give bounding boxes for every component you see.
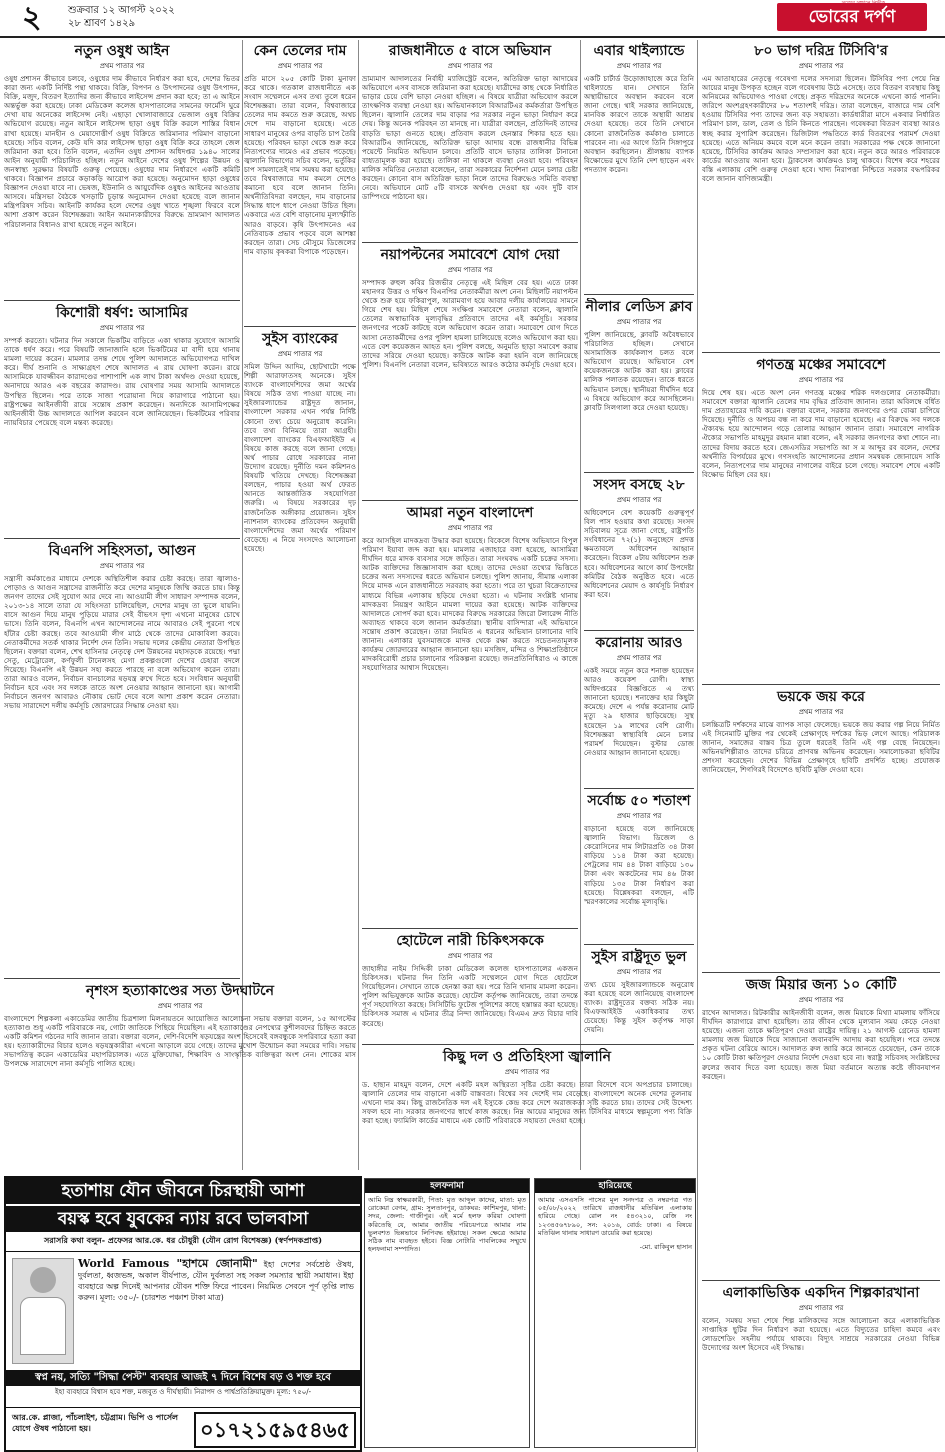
article-byline: প্রথম পাতার পর	[798, 62, 844, 70]
article-byline: প্রথম পাতার পর	[504, 1068, 550, 1076]
article-body: বাড়ানো হয়েছে বলে জানিয়েছে জ্বালানি বিভাগ। ডিজেল ও কেরোসিনের দাম লিটারপ্রতি ৩৪ টাকা বাড়িয়ে ১১৪ টাকা করা হয়েছে। পেট্রলের দাম ৪৪ টাকা বাড়িয়ে ১৩০ টাকা এবং অকটেনের দাম ৪৬ টাকা বাড়িয়ে ১৩৫ টাকা নির্ধারণ করা হয়েছে। বিশ্লেষকরা বলছেন, এটি স্মরণকালের সর্বোচ্চ মূল্যবৃদ্ধি।	[584, 824, 694, 906]
article-body: পুলিশ জানিয়েছে, ক্লাবটি অবৈধভাবে পরিচালিত হচ্ছিল। সেখানে অসামাজিক কার্যকলাপ চলত বলে অভিযোগ রয়েছে। অভিযানে বেশ কয়েকজনকে আটক করা হয়। ক্লাবের মালিক পলাতক রয়েছেন। তাকে ধরতে অভিযান চলছে। স্থানীয়রা দীর্ঘদিন ধরে এ বিষয়ে অভিযোগ করে আসছিলেন। ক্লাবটি সিলগালা করে দেওয়া হয়েছে।	[584, 330, 694, 412]
article-byline: প্রথম পাতার পর	[277, 62, 323, 70]
article-headline: সুইস রাষ্ট্রদূত ভুল	[591, 949, 687, 965]
article-headline: জজ মিয়ার জন্য ১০ কোটি	[745, 977, 897, 993]
article-body: সন্ত্রাসী কর্মকাণ্ডের মাধ্যমে দেশকে অস্থিতিশীল করার চেষ্টা করছে। তারা জ্বালাও-পোড়াও ও আগুন সন্ত্রাসের রাজনীতি করে দেশের মানুষকে জিম্মি করতে চায়। কিন্তু জনগণ তাদের সেই সুযোগ আর দেবে না। আওয়ামী লীগ সাধারণ সম্পাদক বলেন, ২০১৩-১৪ সালে তারা যে সহিংসতা চালিয়েছিল, দেশের মানুষ তা ভুলে যায়নি। বাসে আগুন দিয়ে মানুষ পুড়িয়ে মারার সেই বীভৎস দৃশ্য এখনো মানুষের চোখে ভাসে। তিনি বলেন, বিএনপি এখন আন্দোলনের নামে আবারও সেই পুরনো পথে হাঁটার চেষ্টা করছে। তবে আওয়ামী লীগ মাঠে থেকে তাদের মোকাবিলা করবে। নেতাকর্মীদের সতর্ক থাকার নির্দেশ দেন তিনি। সভায় দলের কেন্দ্রীয় নেতারা উপস্থিত ছিলেন। বক্তারা বলেন, শেখ হাসিনার নেতৃত্বে দেশ উন্নয়নের মহাসড়কে রয়েছে। পদ্মা সেতু, মেট্রোরেল, কর্ণফুলী টানেলসহ মেগা প্রকল্পগুলো দেশের চেহারা বদলে দিয়েছে। বিএনপি এই উন্নয়ন সহ্য করতে পারছে না বলে অভিযোগ করেন তারা। তারা আরও বলেন, নির্বাচন বানচালের ষড়যন্ত্র রুখে দিতে হবে। সংবিধান অনুযায়ী নির্বাচন হবে এবং সব দলকে তাতে অংশ নেওয়ার আহ্বান জানানো হয়। আগামী নির্বাচনে জনগণ আবারও নৌকায় ভোট দেবে বলে আশা প্রকাশ করেন নেতারা। সভায় সারাদেশে দলীয় কর্মসূচি জোরদারের সিদ্ধান্ত নেওয়া হয়।	[4, 574, 240, 711]
article-body: এম আতাহারের নেতৃত্বে গবেষণা দলের সদস্যরা ছিলেন। টিসিবির পণ্য পেয়ে নিম্ন আয়ের মানুষ উপকৃত হচ্ছেন বলে গবেষণায় উঠে এসেছে। তবে বিতরণ ব্যবস্থায় কিছু অনিয়মের অভিযোগও পাওয়া গেছে। প্রকৃত দরিদ্রদের অনেকে এখনো কার্ড পাননি। জরিপে অংশগ্রহণকারীদের ৮০ শতাংশই দরিদ্র। তারা বলেছেন, বাজারে দাম বেশি হওয়ায় টিসিবির পণ্য তাদের জন্য বড় সহায়তা। কার্ডধারীরা মাসে একবার নির্ধারিত পরিমাণ চাল, ডাল, তেল ও চিনি কিনতে পারছেন। গবেষকরা বিতরণ ব্যবস্থা আরও স্বচ্ছ করার সুপারিশ করেছেন। ডিজিটাল পদ্ধতিতে কার্ড বিতরণের পরামর্শ দেওয়া হয়েছে। এতে অনিয়ম কমবে বলে মনে করেন তারা। সরকারের পক্ষ থেকে জানানো হয়েছে, টিসিবির কার্যক্রম আরও সম্প্রসারণ করা হবে। নতুন করে আরও পরিবারকে কার্ডের আওতায় আনা হবে। ট্রাকসেল কার্যক্রমও চালু থাকবে। বিশেষ করে শহরের বস্তি এলাকায় বেশি গুরুত্ব দেওয়া হবে। খাদ্য নিরাপত্তা নিশ্চিতে সরকার বদ্ধপরিকর বলে জানান বাণিজ্যমন্ত্রী।	[702, 74, 940, 184]
article-medicine-law[interactable]	[4, 42, 240, 298]
article-body: ড. হাছান মাহমুদ বলেন, দেশে একটি মহল অস্থিরতা সৃষ্টির চেষ্টা করছে। তারা বিদেশে বসে অপপ্রচার চালাচ্ছে। জ্বালানি তেলের দাম বাড়ানো একটি বাস্তবতা। বিশ্বের সব দেশেই দাম বেড়েছে। বাংলাদেশে অনেক দেশের তুলনায় এখনো দাম কম। কিছু রাজনৈতিক দল এই ইস্যুকে কেন্দ্র করে দেশে অরাজকতা সৃষ্টি করতে চায়। তাদের সেই উদ্দেশ্য সফল হবে না। সরকার জনগণের স্বার্থে কাজ করছে। নিম্ন আয়ের মানুষের জন্য টিসিবির মাধ্যমে স্বল্পমূল্যে পণ্য বিক্রি করা হচ্ছে। ফ্যামিলি কার্ডের মাধ্যমে এক কোটি পরিবারকে সহায়তা দেওয়া হচ্ছে।	[362, 1080, 692, 1126]
article-byline: প্রথম পাতার পর	[798, 376, 844, 384]
article-body: সম্পাদক রুহুল কবির রিজভীর নেতৃত্বে এই মিছিল বের হয়। এতে ঢাকা মহানগর উত্তর ও দক্ষিণ বিএনপির নেতাকর্মীরা অংশ নেন। মিছিলটি নয়াপল্টন থেকে শুরু হয়ে ফকিরাপুল, আরামবাগ হয়ে আবার দলীয় কার্যালয়ের সামনে গিয়ে শেষ হয়। মিছিল শেষে সংক্ষিপ্ত সমাবেশে নেতারা বলেন, জ্বালানি তেলের অস্বাভাবিক মূল্যবৃদ্ধির প্রতিবাদে তাদের এই কর্মসূচি। সরকার জনগণের পকেট কাটছে বলে অভিযোগ করেন তারা। সমাবেশে যোগ দিতে আসা নেতাকর্মীদের ওপর পুলিশ হামলা চালিয়েছে বলেও অভিযোগ করা হয়। এতে বেশ কয়েকজন আহত হন। পুলিশ বলছে, অনুমতি ছাড়া সমাবেশ করায় তাদের সরিয়ে দেওয়া হয়েছে। কাউকে আটক করা হয়নি বলে জানিয়েছে পুলিশ। বিএনপি নেতারা বলেন, ভবিষ্যতে আরও কঠোর কর্মসূচি দেওয়া হবে।	[362, 278, 578, 369]
section-rule	[702, 684, 940, 685]
article-new-bangladesh[interactable]	[362, 504, 578, 924]
page-header	[0, 0, 945, 38]
ad-product-text: ইহা দেশের সর্বশ্রেষ্ঠ ঔষধ, দুর্বলতা, ধ্বজভঙ্গ, অকাল বীর্যপাত, যৌন দুর্বলতা সহ সকল সমস্যার স্থায়ী সমাধান। ইহা ব্যবহারে অল্প দিনেই আপনার যৌবন শক্তি ফিরে পাবেন। নিয়মিত সেবনে পূর্ণ তৃপ্তি লাভ করুন। মূল্য: ৩৫০/- (চারশত পঞ্চাশ টাকা মাত্র)	[78, 1260, 355, 1302]
section-rule	[584, 294, 694, 295]
article-body: চলচ্চিত্রটি দর্শকদের মাঝে ব্যাপক সাড়া ফেলেছে। ভয়কে জয় করার গল্প নিয়ে নির্মিত এই সিনেমাটি মুক্তির পর থেকেই প্রেক্ষাগৃহে দর্শকের ভিড় লেগে আছে। পরিচালক জানান, সমাজের বাস্তব চিত্র তুলে ধরতেই তিনি এই গল্প বেছে নিয়েছেন। অভিনয়শিল্পীরাও তাদের চরিত্রে প্রাণবন্ত অভিনয় করেছেন। সমালোচকরা ছবিটির প্রশংসা করেছেন। দেশের বিভিন্ন প্রেক্ষাগৃহে ছবিটি প্রদর্শিত হচ্ছে। প্রযোজক জানিয়েছেন, শিগগিরই বিদেশেও ছবিটি মুক্তি দেওয়া হবে।	[702, 720, 940, 775]
article-naya-paltan[interactable]	[362, 246, 578, 496]
article-swiss-envoy[interactable]	[584, 948, 694, 1040]
section-rule	[584, 788, 694, 789]
doctor-head-icon	[30, 1267, 56, 1293]
article-hotel-doctor[interactable]	[362, 932, 578, 1040]
article-byline: প্রথম পাতার পর	[616, 968, 662, 976]
article-fear-victory[interactable]	[702, 688, 940, 968]
article-murder-truth[interactable]	[4, 982, 356, 1170]
ad-note: ইহা ব্যবহারে বিশ্বাস হবে শক্ত, মজবুত ও দীর্ঘস্থায়ী। নিরাপদ ও পার্শ্বপ্রতিক্রিয়ামুক্ত। মূল্য: ৭৫০/-	[54, 1388, 312, 1396]
date-bangla: ২৮ শ্রাবণ ১৪২৯	[68, 18, 136, 29]
article-bnp-violence[interactable]	[4, 542, 240, 974]
article-byline: প্রথম পাতার পর	[447, 62, 493, 70]
ad-product-name: World Famous "হাশমে জোনামী"	[78, 1257, 258, 1270]
article-headline: এবার থাইল্যান্ডে	[593, 43, 685, 59]
ad-subline: সরাসরি কথা বলুন- প্রফেসর আর.কে. ধর চৌধুরী (যৌন রোগ বিশেষজ্ঞ) (স্বর্ণপদকপ্রাপ্ত)	[6, 1232, 360, 1252]
article-byline: প্রথম পাতার পর	[277, 350, 323, 358]
article-body: বাংলাদেশে শিল্পকলা একাডেমির জাতীয় চিত্রশালা মিলনায়তনে আয়োজিত আলোচনা সভায় বক্তারা বলেন, ১৫ আগস্টের হত্যাকাণ্ড শুধু একটি পরিবারকে নয়, গোটা জাতিকে পিছিয়ে দিয়েছিল। এই হত্যাকাণ্ডের নেপথ্যের কুশীলবদের চিহ্নিত করতে একটি কমিশন গঠনের দাবি জানান তারা। বক্তারা বলেন, দেশি-বিদেশি ষড়যন্ত্রের অংশ হিসেবেই বঙ্গবন্ধুকে সপরিবারে হত্যা করা হয়। হত্যাকারীদের বিচার হলেও ষড়যন্ত্রকারীরা এখনো আড়ালে রয়ে গেছে। তাদের মুখোশ উন্মোচন করা সময়ের দাবি। সভায় সভাপতিত্ব করেন একাডেমির মহাপরিচালক। এতে মুক্তিযোদ্ধা, শিক্ষাবিদ ও সাংস্কৃতিক ব্যক্তিত্বরা অংশ নেন। শোকের মাস উপলক্ষে সারাদেশে নানা কর্মসূচি পালিত হচ্ছে।	[4, 1014, 356, 1069]
article-headline: করোনায় আরও	[595, 635, 683, 651]
lost-title: হারিয়েছে	[535, 1179, 695, 1193]
article-byline: প্রথম পাতার পর	[157, 1002, 203, 1010]
article-headline: নয়াপল্টনের সমাবেশে যোগ দেয়া	[380, 247, 560, 263]
article-body: ওষুধ প্রশাসন কীভাবে চলবে, ওষুধের দাম কীভাবে নির্ধারণ করা হবে, দেশের ভিতর কারা জন্য একটি নির্দিষ্ট পন্থা থাকবে। বিক্রি, বিপণন ও উৎপাদনের ওষুধ উৎপাদন, বিক্রি, মজুদ, বিতরণ ইত্যাদির জন্য কীভাবে লাইসেন্স প্রদান করা হবে; তা এ আইনে অন্তর্ভুক্ত করা হয়েছে। ঢাকা মেডিকেল কলেজ হাসপাতালের সামনের ফার্মেসি ঘুরে দেখা যায় অনেকের লাইসেন্স নেই। এছাড়া খোলাবাজারে ভেজাল ওষুধ বিক্রির অভিযোগ রয়েছে। নতুন আইনে লাইসেন্স ছাড়া ওষুধ বিক্রি করলে শাস্তির বিধান রাখা হয়েছে। মানহীন ও মেয়াদোত্তীর্ণ ওষুধ বিক্রিতে জরিমানার পরিমাণ বাড়ানো হয়েছে। সচিব বলেন, কেউ যদি কার লাইসেন্স ছাড়া ওষুধ বিক্রি করে তাহলে জেল জরিমানা করা হবে। তিনি বলেন, এতদিন ওষুধ প্রশাসন অধিদপ্তর ১৯৪০ সালের আইন অনুযায়ী পরিচালিত হচ্ছিল। নতুন আইনে দেশের ওষুধ শিল্পের উন্নয়ন ও জনস্বাস্থ্য সুরক্ষার বিষয়টি গুরুত্ব পেয়েছে। ওষুধের দাম নির্ধারণে একটি কমিটি থাকবে। বিজ্ঞাপন প্রচারে কড়াকড়ি আরোপ করা হয়েছে। অনুমোদন ছাড়া ওষুধের বিজ্ঞাপন দেওয়া যাবে না। ভেষজ, ইউনানি ও আয়ুর্বেদিক ওষুধও আইনের আওতায় আসবে। মন্ত্রিসভা বৈঠকে খসড়াটি চূড়ান্ত অনুমোদন দেওয়া হয়েছে বলে জানান মন্ত্রিপরিষদ সচিব। আইনটি কার্যকর হলে দেশের ওষুধ খাতে শৃঙ্খলা ফিরবে বলে আশা প্রকাশ করেন বিশেষজ্ঞরা। আইন অমান্যকারীদের বিরুদ্ধে ভ্রাম্যমাণ আদালত পরিচালনার বিধানও রাখা হয়েছে নতুন আইনে।	[4, 74, 240, 229]
section-rule	[362, 928, 578, 929]
section-rule	[4, 538, 240, 539]
article-byline: প্রথম পাতার পর	[616, 812, 662, 820]
article-byline: প্রথম পাতার পর	[616, 654, 662, 662]
article-body: বলেন, সমন্বয় সভা শেষে শিল্প মালিকদের সঙ্গে আলোচনা করে এলাকাভিত্তিক সাপ্তাহিক ছুটির দিন নির্ধারণ করা হয়েছে। এতে বিদ্যুতের চাহিদা কমবে এবং লোডশেডিং সহনীয় পর্যায়ে থাকবে। বিদ্যুৎ সাশ্রয়ে সরকারের নেওয়া বিভিন্ন উদ্যোগের অংশ হিসেবে এই সিদ্ধান্ত।	[702, 1316, 940, 1353]
section-rule	[584, 630, 694, 631]
article-nilar-club[interactable]	[584, 298, 694, 468]
article-oil-price[interactable]	[244, 42, 356, 322]
article-headline: রাজধানীতে ৫ বাসে অভিযান	[388, 43, 552, 59]
article-corona[interactable]	[584, 634, 694, 784]
article-party-retaliation[interactable]	[362, 1048, 692, 1172]
article-bus-drive[interactable]	[362, 42, 578, 238]
article-headline: সুইস ব্যাংকের	[262, 331, 338, 347]
advertisement[interactable]	[4, 1176, 362, 1452]
article-highest-50[interactable]	[584, 792, 694, 940]
article-headline: কেন তেলের দাম	[253, 43, 347, 59]
article-byline: প্রথম পাতার পর	[798, 996, 844, 1004]
article-body: করে আসছিল মাদকদ্রব্য উদ্ধার করা হয়েছে। বিকেলে বিশেষ অভিযানে বিপুল পরিমাণ ইয়াবা জব্দ করা হয়। মামলার এজাহারে বলা হয়েছে, আসামিরা দীর্ঘদিন ধরে মাদক ব্যবসার সঙ্গে জড়িত। তারা সংঘবদ্ধ একটি চক্রের সদস্য। আটক ব্যক্তিদের জিজ্ঞাসাবাদ করা হচ্ছে। তাদের দেওয়া তথ্যের ভিত্তিতে চক্রের অন্য সদস্যদের ধরতে অভিযান চলছে। পুলিশ জানায়, সীমান্ত এলাকা দিয়ে মাদক এনে রাজধানীতে সরবরাহ করা হতো। পরে তা খুচরা বিক্রেতাদের মাধ্যমে বিভিন্ন এলাকায় ছড়িয়ে দেওয়া হতো। এ ঘটনায় সংশ্লিষ্ট থানায় মাদকদ্রব্য নিয়ন্ত্রণ আইনে মামলা দায়ের করা হয়েছে। আটক ব্যক্তিদের আদালতে সোপর্দ করা হবে। মাদকের বিরুদ্ধে সরকারের জিরো টলারেন্স নীতি অব্যাহত থাকবে বলে জানান কর্মকর্তারা। স্থানীয় বাসিন্দারা এই অভিযানে সন্তোষ প্রকাশ করেছেন। তারা নিয়মিত এ ধরনের অভিযান চালানোর দাবি জানান। এলাকার যুবসমাজকে মাদক থেকে রক্ষা করতে সচেতনতামূলক কার্যক্রম জোরদারের আহ্বান জানানো হয়। মসজিদ, মন্দির ও শিক্ষাপ্রতিষ্ঠানে মাদকবিরোধী প্রচার চালানোর পরিকল্পনা রয়েছে। জনপ্রতিনিধিরাও এ কাজে সহযোগিতার আশ্বাস দিয়েছেন।	[362, 536, 578, 673]
article-headline: হোটেলে নারী চিকিৎসককে	[396, 933, 544, 949]
article-rape-accused[interactable]	[4, 304, 240, 534]
ad-description	[78, 1258, 354, 1303]
section-rule	[702, 1280, 940, 1281]
article-headline: ৮০ ভাগ দরিদ্র টিসিবি'র	[754, 43, 888, 59]
article-byline: প্রথম পাতার পর	[798, 708, 844, 716]
article-headline: সংসদ বসছে ২৮	[593, 477, 685, 493]
article-gana-mancha[interactable]	[702, 356, 940, 680]
article-body: দিয়ে শেষ হয়। এতে অংশ নেন গণতন্ত্র মঞ্চের শরিক দলগুলোর নেতাকর্মীরা। সমাবেশে বক্তারা জ্বালানি তেলের দাম বৃদ্ধির প্রতিবাদ জানান। তারা অবিলম্বে বর্ধিত দাম প্রত্যাহারের দাবি করেন। বক্তারা বলেন, সরকার জনগণের ওপর বোঝা চাপিয়ে দিয়েছে। দুর্নীতি ও অপচয় বন্ধ না করে দাম বাড়ানো হয়েছে। এর বিরুদ্ধে সব দলকে ঐক্যবদ্ধ হয়ে আন্দোলন গড়ে তোলার আহ্বান জানান তারা। সমাবেশে নাগরিক ঐক্যের সভাপতি মাহমুদুর রহমান মান্না বলেন, এই সরকার জনগণের কথা শোনে না। তাদের বিদায় করতে হবে। জেএসডির সভাপতি আ স ম আব্দুর রব বলেন, দেশের অর্থনীতি বিপর্যয়ের মুখে। গণসংহতি আন্দোলনের প্রধান সমন্বয়ক জোনায়েদ সাকি বলেন, নিত্যপণ্যের দাম মানুষের নাগালের বাইরে চলে গেছে। সমাবেশ শেষে একটি বিক্ষোভ মিছিল বের হয়।	[702, 388, 940, 479]
article-body: জাহাঙ্গীর নাইম সিদ্দিকী ঢাকা মেডিকেল কলেজ হাসপাতালের একজন চিকিৎসক। ঘটনার দিন তিনি একটি সম্মেলনে যোগ দিতে হোটেলে গিয়েছিলেন। সেখানে তাকে হেনস্তা করা হয়। পরে তিনি থানায় মামলা করেন। পুলিশ অভিযুক্তকে আটক করেছে। হোটেল কর্তৃপক্ষ জানিয়েছে, তারা তদন্তে পূর্ণ সহযোগিতা করছে। সিসিটিভি ফুটেজ পুলিশের কাছে হস্তান্তর করা হয়েছে। চিকিৎসক সমাজ এ ঘটনার তীব্র নিন্দা জানিয়েছে। বিএমএ দ্রুত বিচার দাবি করেছে।	[362, 964, 578, 1028]
ad-headline: হতাশায় যৌন জীবনে চিরস্থায়ী আশা	[6, 1178, 360, 1204]
doctor-coat-icon	[20, 1297, 66, 1355]
article-byline: প্রথম পাতার পর	[798, 1304, 844, 1312]
article-headline: গণতন্ত্র মঞ্চের সমাবেশে	[756, 357, 886, 373]
article-byline: প্রথম পাতার পর	[99, 324, 145, 332]
article-headline: সর্বোচ্চ ৫০ শতাংশ	[587, 793, 691, 809]
article-headline: নৃশংস হত্যাকাণ্ডের সত্য উদঘাটনে	[86, 983, 274, 999]
doctor-photo	[12, 1258, 74, 1364]
date-gregorian: শুক্রবার ১২ আগস্ট ২০২২	[68, 5, 175, 16]
column-divider	[697, 40, 698, 1452]
article-body: প্রতি মাসে ২০৫ কোটি টাকা মুনাফা করে থাকে। গতকাল রাজধানীতে এক সংবাদ সম্মেলনে এসব তথ্য তুলে ধরেন বিশেষজ্ঞরা। তারা বলেন, বিশ্ববাজারে তেলের দাম কমতে শুরু করেছে, অথচ দেশে দাম বাড়ানো হয়েছে। এতে সাধারণ মানুষের ওপর বাড়তি চাপ তৈরি হয়েছে। পরিবহন ভাড়া থেকে শুরু করে নিত্যপণ্যের দামেও এর প্রভাব পড়েছে। জ্বালানি বিভাগের সচিব বলেন, ভর্তুকির চাপ সামলাতেই দাম সমন্বয় করা হয়েছে। তবে বিশ্ববাজারে দাম কমলে দেশেও কমানো হবে বলে জানান তিনি। অর্থনীতিবিদরা বলছেন, দাম বাড়ানোর সিদ্ধান্ত ধাপে ধাপে নেওয়া উচিত ছিল। একবারে এত বেশি বাড়ানোয় মূল্যস্ফীতি আরও বাড়বে। কৃষি উৎপাদনেও এর নেতিবাচক প্রভাব পড়বে বলে আশঙ্কা করছেন তারা। সেচ মৌসুমে ডিজেলের দাম বাড়ায় কৃষকরা বিপাকে পড়েছেন।	[244, 74, 356, 256]
section-rule	[702, 352, 940, 353]
article-body: একটি চার্টার্ড উড়োজাহাজে করে তিনি থাইল্যান্ডে যান। সেখানে তিনি অস্থায়ীভাবে অবস্থান করবেন বলে জানা গেছে। থাই সরকার জানিয়েছে, মানবিক কারণে তাকে অস্থায়ী আশ্রয় দেওয়া হয়েছে। তবে তিনি সেখানে কোনো রাজনৈতিক কর্মকাণ্ড চালাতে পারবেন না। এর আগে তিনি সিঙ্গাপুরে অবস্থান করছিলেন। শ্রীলঙ্কায় ব্যাপক বিক্ষোভের মুখে তিনি দেশ ছাড়েন এবং পদত্যাগ করেন।	[584, 74, 694, 174]
notice-title: হলফনামা	[365, 1179, 529, 1193]
date-block	[68, 4, 175, 30]
lost-notice	[534, 1178, 696, 1448]
article-tcb-80[interactable]	[702, 42, 940, 348]
article-byline: প্রথম পাতার পর	[447, 952, 493, 960]
article-byline: প্রথম পাতার পর	[99, 62, 145, 70]
column-divider	[580, 40, 581, 1170]
ad-contact	[6, 1407, 360, 1450]
article-byline: প্রথম পাতার পর	[616, 496, 662, 504]
section-rule	[244, 326, 356, 327]
article-byline: প্রথম পাতার পর	[616, 62, 662, 70]
article-headline: নতুন ওষুধ আইন	[74, 43, 170, 59]
section-rule	[362, 242, 578, 243]
article-body: একই সময়ে নতুন করে শনাক্ত হয়েছেন আরও কয়েকশ রোগী। স্বাস্থ্য অধিদপ্তরের বিজ্ঞপ্তিতে এ তথ্য জানানো হয়েছে। শনাক্তের হার কিছুটা কমেছে। দেশে এ পর্যন্ত করোনায় মোট মৃত্যু ২৯ হাজার ছাড়িয়েছে। সুস্থ হয়েছেন ১৯ লাখের বেশি রোগী। বিশেষজ্ঞরা স্বাস্থ্যবিধি মেনে চলার পরামর্শ দিয়েছেন। বুস্টার ডোজ নেওয়ার আহ্বান জানানো হয়েছে।	[584, 666, 694, 757]
article-byline: প্রথম পাতার পর	[99, 562, 145, 570]
article-body: তথ্য চেয়ে সুইজারল্যান্ডকে অনুরোধ করা হয়েছে বলে জানিয়েছে বাংলাদেশ ব্যাংক। রাষ্ট্রদূতের বক্তব্য সঠিক নয়। বিএফআইইউ একাধিকবার তথ্য চেয়েছে। কিন্তু সুইস কর্তৃপক্ষ সাড়া দেয়নি।	[584, 980, 694, 1035]
article-parliament[interactable]	[584, 476, 694, 626]
article-byline: প্রথম পাতার পর	[447, 524, 493, 532]
ad-address: আর.কে. প্লাজা, পাঁচলাইশ, চট্টগ্রাম। ভিপি ও পার্সেল যোগে ঔষধ পাঠানো হয়।	[12, 1412, 178, 1433]
ad-body	[6, 1252, 360, 1370]
notice-text: আমি নিম্ন স্বাক্ষরকারী, পিতা: মৃত আব্দুল কাদের, মাতা: মৃত রোকেয়া বেগম, গ্রাম: সুলতানপুর, ডাকঘর: কাশিমপুর, থানা: সদর, জেলা: গাজীপুর। এই মর্মে হলফ করিয়া ঘোষণা করিতেছি যে, আমার জাতীয় পরিচয়পত্রে আমার নাম ভুলবশত ভিন্নভাবে লিপিবদ্ধ হইয়াছে। সকল ক্ষেত্রে আমার সঠিক নাম ব্যবহৃত হইবে। বিজ্ঞ নোটারি পাবলিকের সম্মুখে হলফনামা সম্পাদিত।	[368, 1196, 526, 1254]
article-headline: কিছু দল ও প্রতিহিংসা জ্বালানি	[442, 1049, 612, 1065]
section-rule	[4, 978, 240, 979]
section-rule	[702, 972, 940, 973]
article-headline: ভয়কে জয় করে	[777, 689, 865, 705]
article-body: সমিল উদ্দিন আদিম, ছোটখাটো পক্ষে শিল্পী আরাফাতসহ অনেকে। সুইস ব্যাংকে বাংলাদেশিদের জমা অর্থের বিষয়ে সঠিক তথ্য পাওয়া যাচ্ছে না। সুইজারল্যান্ডের রাষ্ট্রদূত জানান, বাংলাদেশ সরকার এখন পর্যন্ত নির্দিষ্ট কোনো তথ্য চেয়ে অনুরোধ করেনি। তবে তথ্য বিনিময়ে তারা আগ্রহী। বাংলাদেশ ব্যাংকের বিএফআইইউ এ বিষয়ে কাজ করছে বলে জানা গেছে। অর্থ পাচার রোধে সরকারের নানা উদ্যোগ রয়েছে। দুর্নীতি দমন কমিশনও বিষয়টি খতিয়ে দেখছে। বিশেষজ্ঞরা বলছেন, পাচার হওয়া অর্থ ফেরত আনতে আন্তর্জাতিক সহযোগিতা জরুরি। এ বিষয়ে সরকারের দৃঢ় রাজনৈতিক অঙ্গীকার প্রয়োজন। সুইস ন্যাশনাল ব্যাংকের প্রতিবেদন অনুযায়ী বাংলাদেশিদের জমা অর্থের পরিমাণ বেড়েছে। এ নিয়ে সংসদেও আলোচনা হয়েছে।	[244, 362, 356, 553]
newspaper-logo[interactable]: ভোরের দর্পণ	[777, 3, 927, 31]
article-body: ভ্রাম্যমাণ আদালতের নির্বাহী ম্যাজিস্ট্রেট বলেন, অতিরিক্ত ভাড়া আদায়ের অভিযোগে এসব বাসকে জরিমানা করা হয়েছে। যাত্রীদের কাছ থেকে নির্ধারিত ভাড়ার চেয়ে বেশি ভাড়া নেওয়া হচ্ছিল। এ বিষয়ে যাত্রীরা অভিযোগ করলে তাৎক্ষণিক ব্যবস্থা নেওয়া হয়। অভিযানকালে বিআরটিএর কর্মকর্তারা উপস্থিত ছিলেন। জ্বালানি তেলের দাম বাড়ার পর সরকার নতুন ভাড়া নির্ধারণ করে দেয়। কিন্তু অনেক পরিবহন তা মানছে না। যাত্রীরা বলছেন, প্রতিদিনই তাদের বাড়তি ভাড়া গুনতে হচ্ছে। প্রতিবাদ করলে হেনস্তার শিকার হতে হয়। বিআরটিএ জানিয়েছে, অতিরিক্ত ভাড়া আদায় বন্ধে রাজধানীর বিভিন্ন পয়েন্টে নিয়মিত অভিযান চলবে। প্রতিটি বাসে ভাড়ার তালিকা টানানো বাধ্যতামূলক করা হয়েছে। তালিকা না থাকলে ব্যবস্থা নেওয়া হবে। পরিবহন মালিক সমিতির নেতারা বলেছেন, তারা সরকারের নির্দেশনা মেনে চলার চেষ্টা করছেন। কোনো বাস অতিরিক্ত ভাড়া নিলে তাদের বিরুদ্ধেও সমিতি ব্যবস্থা নেবে। অভিযানে মোট ৫টি বাসকে অর্থদণ্ড দেওয়া হয় এবং দুটি বাস ডাম্পিংয়ে পাঠানো হয়।	[362, 74, 578, 202]
article-headline: আমরা নতুন বাংলাদেশ	[406, 505, 534, 521]
article-headline: কিশোরী ধর্ষণ: আসামির	[56, 305, 188, 321]
article-byline: প্রথম পাতার পর	[616, 318, 662, 326]
article-body: সম্পর্ক করতো। ঘটনার দিন সকালে ভিকটিম বাড়িতে একা থাকার সুযোগে আসামি তাকে ধর্ষণ করে। পরে বিষয়টি জানাজানি হলে ভিকটিমের মা বাদী হয়ে থানায় মামলা দায়ের করেন। মামলার তদন্ত শেষে পুলিশ আদালতে অভিযোগপত্র দাখিল করে। দীর্ঘ শুনানি ও সাক্ষ্যগ্রহণ শেষে আদালত এ রায় ঘোষণা করেন। রায়ে আসামিকে যাবজ্জীবন কারাদণ্ডের পাশাপাশি এক লাখ টাকা অর্থদণ্ড দেওয়া হয়েছে, অনাদায়ে আরও এক বছরের কারাদণ্ড। রায় ঘোষণার সময় আসামি আদালতে উপস্থিত ছিলেন। পরে তাকে সাজা পরোয়ানা দিয়ে কারাগারে পাঠানো হয়। রাষ্ট্রপক্ষের আইনজীবী রায়ে সন্তোষ প্রকাশ করেছেন। অন্যদিকে আসামিপক্ষের আইনজীবী উচ্চ আদালতে আপিল করবেন বলে জানিয়েছেন। ভিকটিমের পরিবার ন্যায়বিচার পেয়েছে বলে মন্তব্য করেছে।	[4, 336, 240, 427]
article-industrial-day[interactable]	[702, 1284, 940, 1448]
article-byline: প্রথম পাতার পর	[447, 266, 493, 274]
column-divider	[358, 40, 359, 1170]
article-headline: নীলার লেডিস ক্লাব	[585, 299, 693, 315]
page-number: ২	[22, 0, 42, 35]
section-rule	[362, 500, 578, 501]
article-headline: এলাকাভিত্তিক একদিন শিল্পকারখানা	[722, 1285, 920, 1301]
ad-strip: স্বপ্ন নয়, সত্যি "সিদ্ধা পেস্ট" ব্যবহার আজই ৭ দিনে বিশেষ বড় ও শক্ত হবে	[6, 1370, 360, 1386]
article-headline: বিএনপি সহিংসতা, আগুন	[48, 543, 196, 559]
section-rule	[4, 300, 240, 301]
section-rule	[362, 1044, 694, 1045]
section-rule	[584, 944, 694, 945]
ad-headline-2: বয়স্ক হবে যুবকের ন্যায় রবে ভালবাসা	[6, 1206, 360, 1232]
lost-text: আমার এসএসসি পাসের মূল সনদপত্র ও নম্বরপত্র গত ০৫/০৮/২০২২ তারিখে রাজধানীর মতিঝিল এলাকায় হারিয়ে গেছে। রোল নং ৫৪৩২১০, রেজি নং ১২৩৪৫৬৭৮৯০, সন: ২০১৬, বোর্ড: ঢাকা। এ বিষয়ে মতিঝিল থানায় সাধারণ ডায়েরি করা হয়েছে।	[538, 1196, 692, 1237]
article-swiss-bank[interactable]	[244, 330, 356, 972]
lost-signature: -মো. রাকিবুল হাসান	[639, 1243, 692, 1252]
section-rule	[584, 472, 694, 473]
article-body: রাখেন আদালত। রিটকারীর আইনজীবী বলেন, জজ মিয়াকে মিথ্যা মামলায় ফাঁসিয়ে দীর্ঘদিন কারাগারে রাখা হয়েছিল। তার জীবন থেকে মূল্যবান সময় কেড়ে নেওয়া হয়েছে। এজন্য তাকে ক্ষতিপূরণ দেওয়া রাষ্ট্রের দায়িত্ব। ২১ আগস্ট গ্রেনেড হামলা মামলায় জজ মিয়াকে দিয়ে সাজানো জবানবন্দি আদায় করা হয়েছিল। পরে তদন্তে প্রকৃত ঘটনা বেরিয়ে আসে। আদালত রুল জারি করে জানতে চেয়েছেন, কেন তাকে ১০ কোটি টাকা ক্ষতিপূরণ দেওয়ার নির্দেশ দেওয়া হবে না। স্বরাষ্ট্র সচিবসহ সংশ্লিষ্টদের রুলের জবাব দিতে বলা হয়েছে। জজ মিয়া বর্তমানে অত্যন্ত কষ্টে জীবনযাপন করছেন।	[702, 1008, 940, 1081]
ad-phone-number[interactable]: ০১৭২১৫৯৫৪৬৫	[194, 1412, 356, 1448]
affidavit-notice	[364, 1178, 530, 1448]
article-body: অধিবেশনে বেশ কয়েকটি গুরুত্বপূর্ণ বিল পাস হওয়ার কথা রয়েছে। সংসদ সচিবালয় সূত্রে জানা গেছে, রাষ্ট্রপতি সংবিধানের ৭২(১) অনুচ্ছেদে প্রদত্ত ক্ষমতাবলে অধিবেশন আহ্বান করেছেন। বিকেল ৫টায় অধিবেশন শুরু হবে। অধিবেশনের আগে কার্য উপদেষ্টা কমিটির বৈঠক অনুষ্ঠিত হবে। এতে অধিবেশনের মেয়াদ ও কার্যসূচি নির্ধারণ করা হবে।	[584, 508, 694, 599]
article-thailand[interactable]	[584, 42, 694, 290]
article-judge-miyar[interactable]	[702, 976, 940, 1276]
